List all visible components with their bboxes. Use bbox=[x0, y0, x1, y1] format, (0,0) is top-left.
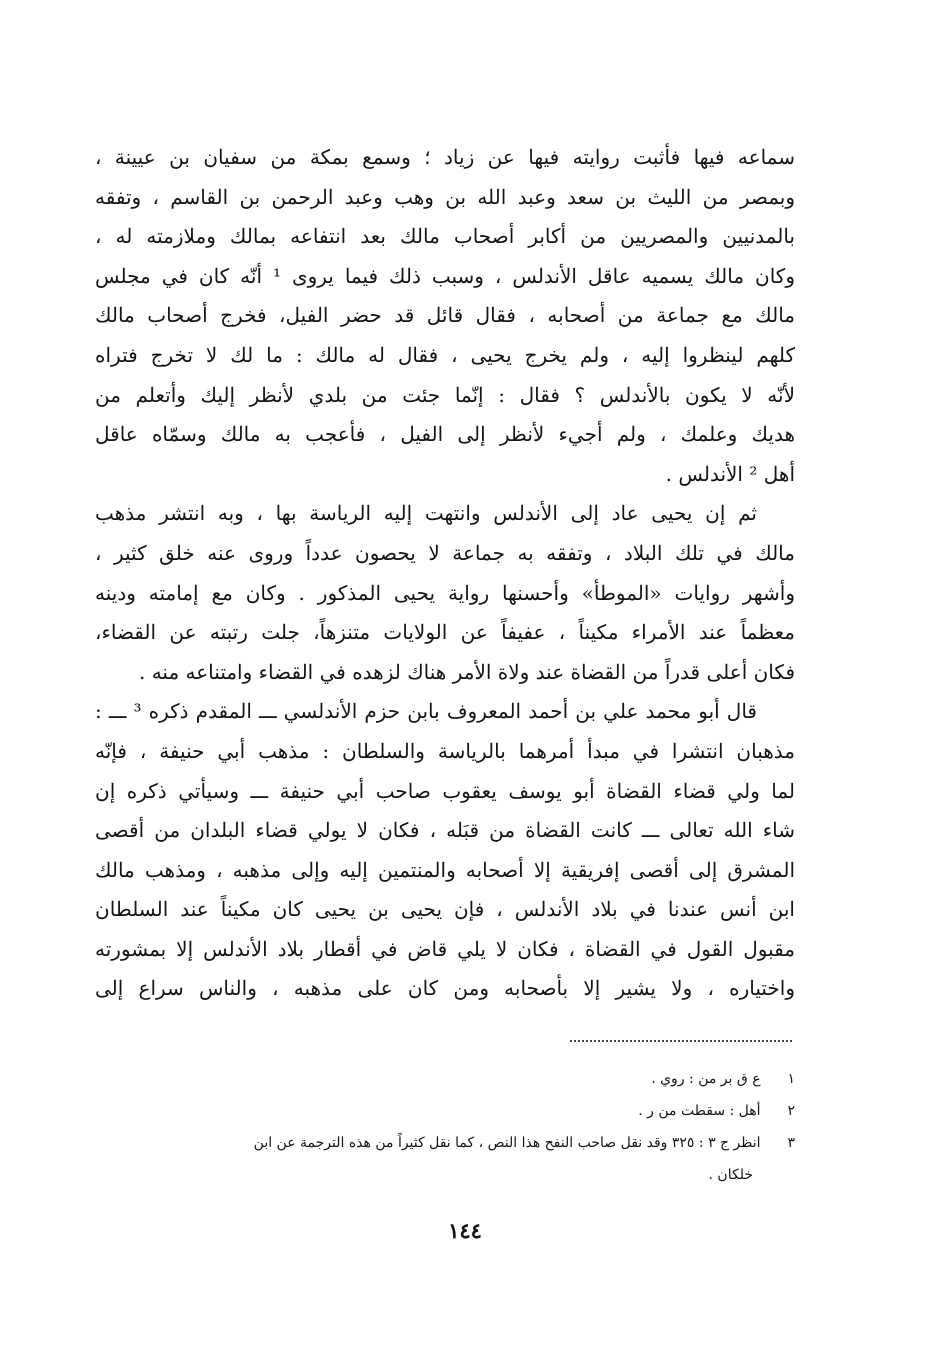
footnote-text: انظر ج ٣ : ٣٢٥ وقد نقل صاحب النفح هذا النص ، كما نقل كثيراً من هذه الترجمة عن ابن bbox=[253, 1135, 761, 1151]
text-line: فكان أعلى قدراً من القضاة عند ولاة الأمر هناك لزهده في القضاء وامتناعه منه . bbox=[138, 659, 795, 684]
footnote bbox=[95, 1063, 795, 1095]
footnote-number: ٣ bbox=[787, 1135, 795, 1151]
text-line: لأنّه لا يكون بالأندلس ؟ فقال : إنّما جئت من بلدي لأنظر إليك وأتعلم من bbox=[95, 382, 795, 407]
footnote-continuation: خلكان . bbox=[708, 1167, 753, 1183]
footnote-separator bbox=[570, 1040, 792, 1042]
text-line: بالمدنيين والمصريين من أكابر أصحاب مالك بعد انتفاعه بمالك وملازمته له ، bbox=[95, 224, 795, 249]
text-line: ابن أنس عندنا في بلاد الأندلس ، فإن يحيى بن يحيى كان مكيناً عند السلطان bbox=[95, 897, 795, 922]
text-line: مذهبان انتشرا في مبدأ أمرهما بالرياسة والسلطان : مذهب أبي حنيفة ، فإنّه bbox=[95, 738, 795, 763]
footnotes bbox=[95, 1063, 795, 1191]
footnote bbox=[95, 1095, 795, 1127]
text-line: أهل ² الأندلس . bbox=[665, 461, 795, 486]
text-line: معظماً عند الأمراء مكيناً ، عفيفاً عن الولايات متنزهاً، جلت رتبته عن القضاء، bbox=[95, 620, 795, 645]
text-line: مالك مع جماعة من أصحابه ، فقال قائل قد حضر الفيل، فخرج أصحاب مالك bbox=[95, 303, 795, 328]
footnote bbox=[95, 1127, 795, 1159]
footnote-number: ٢ bbox=[787, 1103, 795, 1119]
footnote-text: ع ق بر من : روي . bbox=[651, 1071, 761, 1087]
page-number: ١٤٤ bbox=[448, 1218, 482, 1243]
text-line: هديك وعلمك ، ولم أجيء لأنظر إلى الفيل ، فأعجب به مالك وسمّاه عاقل bbox=[95, 422, 795, 447]
text-line: ثم إن يحيى عاد إلى الأندلس وانتهت إليه الرياسة بها ، وبه انتشر مذهب bbox=[95, 501, 757, 526]
text-line: لما ولي قضاء القضاة أبو يوسف يعقوب صاحب أبي حنيفة ـــ وسيأتي ذكره إن bbox=[95, 778, 795, 803]
footnote-number: ١ bbox=[787, 1071, 795, 1087]
text-line: مالك في تلك البلاد ، وتفقه به جماعة لا يحصون عدداً وروى عنه خلق كثير ، bbox=[95, 540, 795, 565]
main-text bbox=[95, 138, 795, 1009]
text-line: وبمصر من الليث بن سعد وعبد الله بن وهب وعبد الرحمن بن القاسم ، وتفقه bbox=[95, 184, 795, 209]
text-line: كلهم لينظروا إليه ، ولم يخرج يحيى ، فقال له مالك : ما لك لا تخرج فتراه bbox=[95, 342, 795, 367]
text-line: وكان مالك يسميه عاقل الأندلس ، وسبب ذلك فيما يروى ¹ أنّه كان في مجلس bbox=[95, 263, 795, 288]
text-line: شاء الله تعالى ـــ كانت القضاة من قبَله ، فكان لا يولي قضاء البلدان من أقصى bbox=[95, 818, 795, 843]
text-line: المشرق إلى أقصى إفريقية إلا أصحابه والمنتمين إليه وإلى مذهبه ، ومذهب مالك bbox=[95, 857, 795, 882]
text-line: وأشهر روايات «الموطأ» وأحسنها رواية يحيى المذكور . وكان مع إمامته ودينه bbox=[95, 580, 795, 605]
text-line: واختياره ، ولا يشير إلا بأصحابه ومن كان على مذهبه ، والناس سراع إلى bbox=[95, 976, 795, 1001]
text-line: سماعه فيها فأثبت روايته فيها عن زياد ؛ وسمع بمكة من سفيان بن عيينة ، bbox=[95, 145, 795, 169]
footnote-text: أهل : سقطت من ر . bbox=[638, 1103, 761, 1119]
text-line: مقبول القول في القضاة ، فكان لا يلي قاض في أقطار بلاد الأندلس إلا بمشورته bbox=[95, 936, 795, 961]
text-line: قال أبو محمد علي بن أحمد المعروف بابن حزم الأندلسي ـــ المقدم ذكره ³ ـــ : bbox=[95, 699, 757, 724]
